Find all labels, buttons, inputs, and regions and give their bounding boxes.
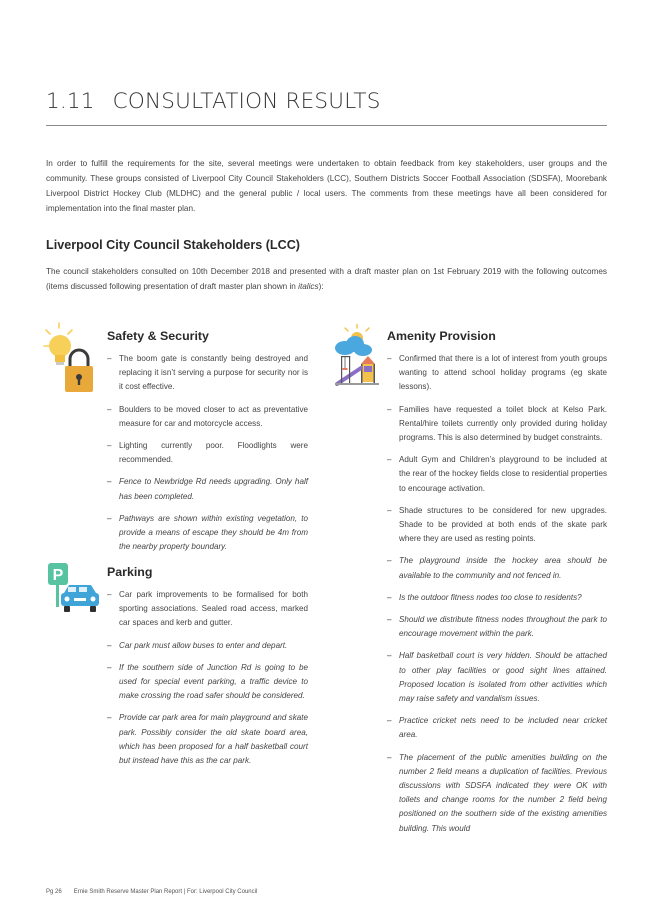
page-footer (46, 889, 257, 895)
parking-car-icon (46, 563, 102, 620)
item-text: Lighting currently poor. Floodlights were recommended. (119, 441, 308, 465)
list-item (107, 403, 308, 431)
lead-italic: italics (298, 282, 319, 291)
amenity-title: Amenity Provision (387, 329, 496, 343)
list-item (387, 751, 607, 836)
list-item (387, 504, 607, 547)
item-text: Practice cricket nets need to be included near cricket area. (399, 716, 607, 740)
dash: – (387, 354, 392, 363)
dash: – (107, 441, 112, 451)
dash: – (387, 615, 392, 625)
playground-icon (331, 324, 383, 391)
dash: – (107, 640, 112, 650)
item-text: If the southern side of Junction Rd is going to be used for special event parking, a traffic device to make crossing the road safer should be considered. (119, 662, 308, 701)
list-item (387, 613, 607, 641)
parking-list (107, 588, 308, 768)
dash: – (107, 662, 112, 672)
item-text: Families have requested a toilet block at Kelso Park. Rental/hire toilets currently only provided during holiday programs. This is also determined by budget constraints. (399, 404, 607, 443)
section-number: 1.11 (46, 89, 95, 114)
dash: – (107, 354, 112, 363)
item-text: Pathways are shown within existing vegetation, to provide a means of escape they should be 4m from the nearby property boundary. (119, 513, 308, 552)
list-item (387, 591, 607, 605)
title-divider (46, 125, 607, 126)
item-text: Fence to Newbridge Rd needs upgrading. Only half has been completed. (119, 477, 308, 501)
list-item (107, 512, 308, 555)
dash: – (387, 505, 392, 515)
list-item (107, 661, 308, 704)
list-item (387, 352, 607, 395)
amenity-list (387, 352, 607, 836)
dash: – (107, 513, 112, 523)
dash: – (387, 752, 392, 762)
footer-text: Ernie Smith Reserve Master Plan Report | For: Liverpool City Council (73, 889, 258, 895)
list-item (107, 588, 308, 631)
parking-letter: P (52, 567, 64, 584)
dash: – (387, 651, 392, 661)
parking-title: Parking (107, 565, 153, 579)
subheading: Liverpool City Council Stakeholders (LCC) (46, 238, 301, 252)
item-text: Is the outdoor fitness nodes too close to residents? (399, 592, 582, 602)
item-text: Boulders to be moved closer to act as preventative measure for car and motorcycle access. (119, 404, 308, 428)
list-item (107, 475, 308, 503)
item-text: Should we distribute fitness nodes throughout the park to encourage movement within the park. (399, 615, 607, 639)
dash: – (387, 455, 392, 465)
amenity-section (387, 328, 607, 844)
page-title (46, 89, 607, 115)
item-text: The placement of the public amenities building on the number 2 field means a duplication of facilities. Previous discussions with SDSFA indicated they were OK with toilets and change rooms for the number 2 field being positioned on the southern side of the existing amenities building. This would (399, 752, 607, 833)
item-text: The boom gate is constantly being destroyed and replacing it isn’t serving a purpose for security nor is it cost effective. (119, 354, 308, 392)
dash: – (107, 477, 112, 487)
item-text: Confirmed that there is a lot of interest from youth groups wanting to attend school holiday programs (eg skate lessons). (399, 354, 607, 392)
parking-section (107, 564, 308, 776)
item-text: Shade structures to be considered for new upgrades. Shade to be provided at both ends of the skate park where they are used as resting points. (399, 505, 607, 544)
list-item (387, 649, 607, 706)
list-item (387, 453, 607, 496)
lead-end: ): (318, 282, 324, 291)
list-item (107, 439, 308, 467)
item-text: Provide car park area for main playground and skate park. Possibly consider the old skate board area, which has been proposed for a half basketball court but instead have this as the car park. (119, 713, 308, 766)
item-text: Adult Gym and Children’s playground to be included at the rear of the hockey fields close to residential properties to encourage activation. (399, 455, 607, 493)
section-heading (46, 89, 607, 115)
dash: – (107, 404, 112, 414)
lead-paragraph (46, 264, 607, 294)
lightbulb-padlock-icon (42, 322, 102, 399)
section-title-text: CONSULTATION RESULTS (112, 89, 381, 114)
list-item (387, 714, 607, 742)
list-item (107, 711, 308, 768)
item-text: The playground inside the hockey area should be available to the community and not fenced in. (399, 556, 607, 580)
item-text: Car park must allow buses to enter and depart. (119, 640, 288, 650)
list-item (387, 554, 607, 582)
list-item (107, 352, 308, 395)
intro-paragraph: In order to fulfill the requirements for the site, several meetings were undertaken to obtain feedback from key stakeholders, user groups and the community. These groups consisted of Liverpool City Council Stakeholders (LCC), Southern Districts Soccer Football Association (SDSFA), Moorebank Liverpool District Hockey Club (MLDHC) and the general public / local users. The comments from these meetings have all been considered for implementation into the final master plan. (46, 159, 607, 213)
dash: – (387, 404, 392, 414)
item-text: Car park improvements to be formalised for both sporting associations. Sealed road access, marked car spaces and kerb and gutter. (119, 590, 308, 628)
list-item (107, 639, 308, 653)
dash: – (387, 556, 392, 566)
safety-list (107, 352, 308, 554)
item-text: Half basketball court is very hidden. Should be attached to other play facilities or good sight lines attained. Proposed location is isolated from other activities which may raise safety and vandalism issues. (399, 651, 607, 704)
lead-text: The council stakeholders consulted on 10th December 2018 and presented with a draft master plan on 1st February 2019 with the following outcomes (items discussed following presentation of draft master plan shown in (46, 267, 607, 291)
safety-title: Safety & Security (107, 329, 209, 343)
dash: – (387, 592, 392, 602)
page-number: Pg 26 (46, 889, 62, 895)
dash: – (387, 716, 392, 726)
list-item (387, 403, 607, 446)
safety-section (107, 328, 308, 562)
dash: – (107, 713, 112, 723)
dash: – (107, 590, 112, 599)
